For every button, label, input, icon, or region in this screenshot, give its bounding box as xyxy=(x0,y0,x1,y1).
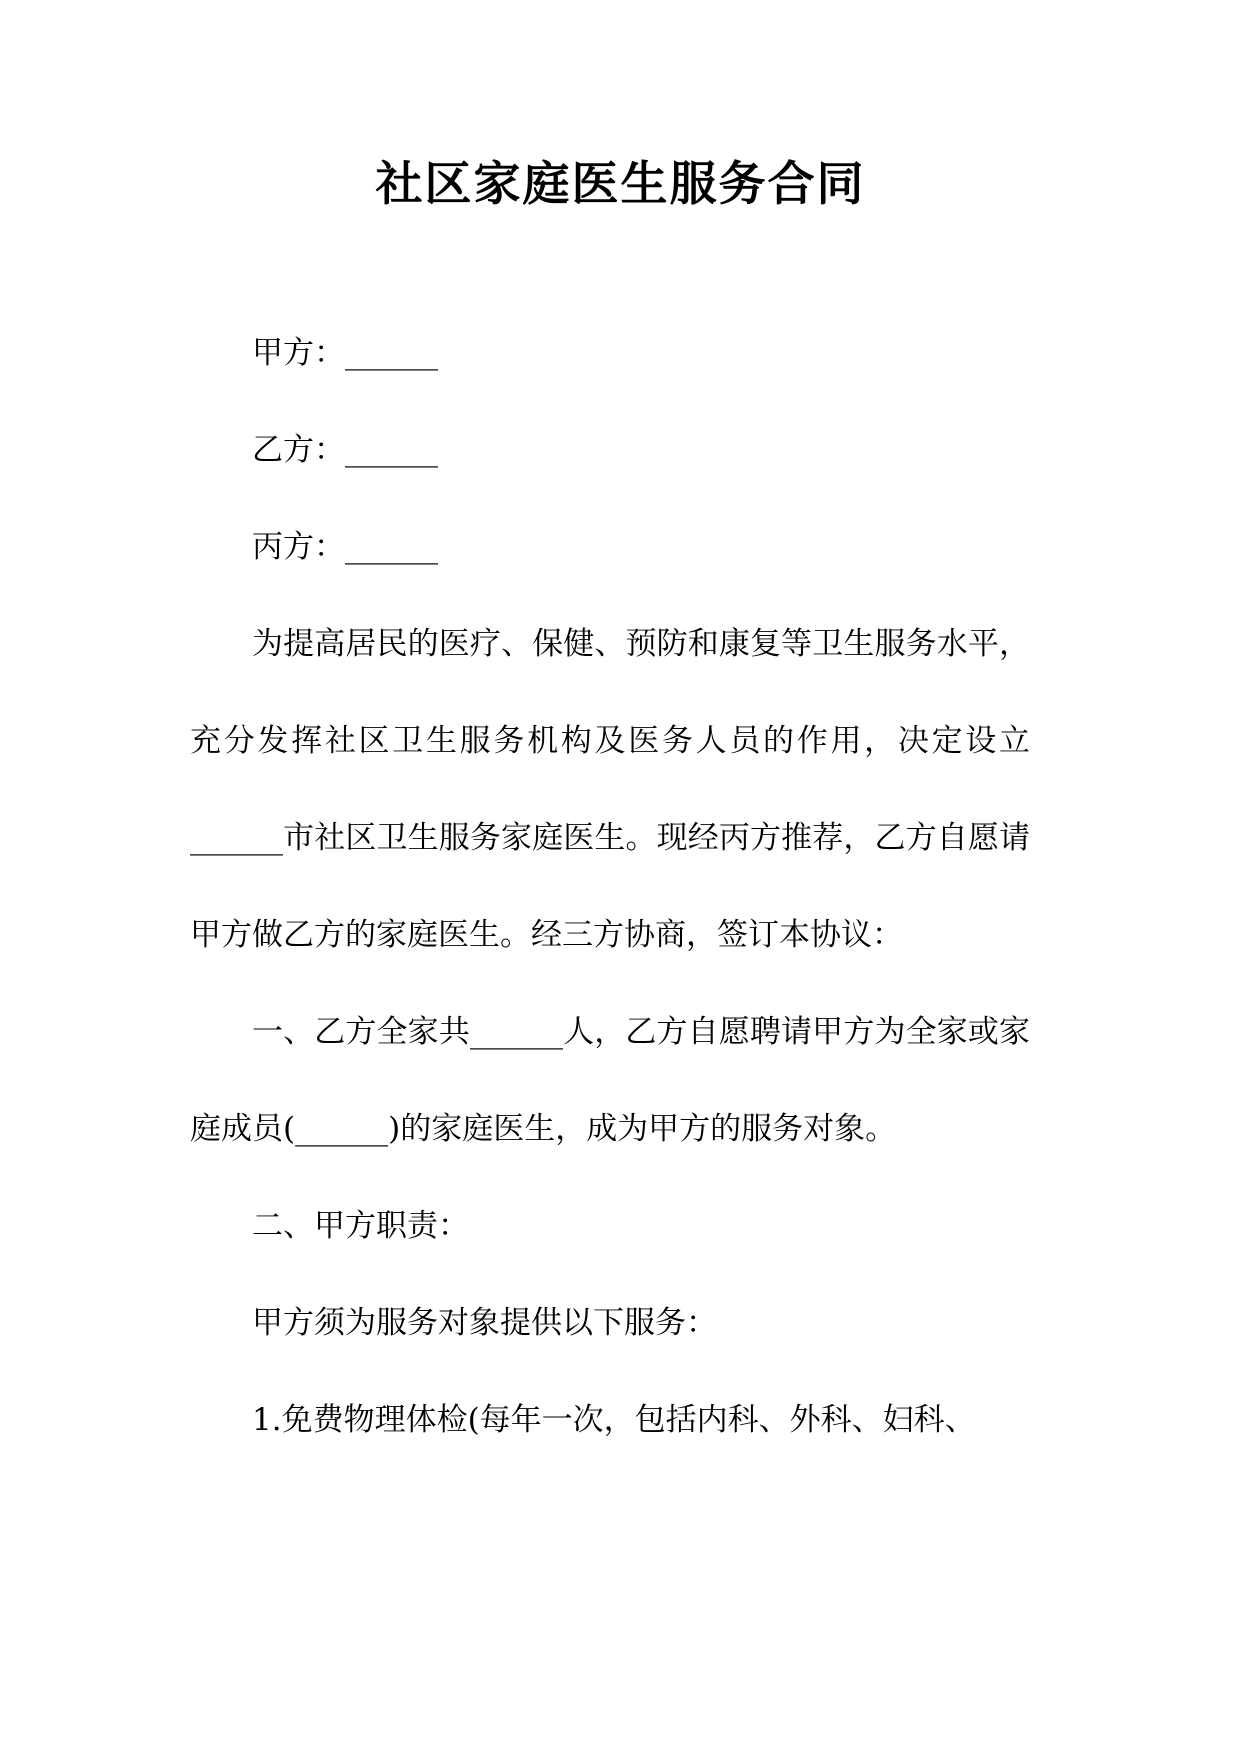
service-item-1: 1.免费物理体检(每年一次，包括内科、外科、妇科、 xyxy=(252,1402,976,1438)
clause-one-paragraph: 一、乙方全家共______人，乙方自愿聘请甲方为全家或家庭成员(______)的家庭医生，成为甲方的服务对象。 xyxy=(190,1014,1030,1147)
preamble-paragraph: 为提高居民的医疗、保健、预防和康复等卫生服务水平，充分发挥社区卫生服务机构及医务人员的作用，决定设立______市社区卫生服务家庭医生。现经丙方推荐，乙方自愿请甲方做乙方的家庭医生。经三方协商，签订本协议： xyxy=(190,626,1030,953)
clause-two-intro: 甲方须为服务对象提供以下服务： xyxy=(252,1305,717,1341)
party-b-line: 乙方：______ xyxy=(252,432,438,468)
clause-two-heading: 二、甲方职责： xyxy=(252,1208,469,1244)
document-title: 社区家庭医生服务合同 xyxy=(375,157,866,212)
party-a-line: 甲方：______ xyxy=(252,335,438,371)
party-c-line: 丙方：______ xyxy=(252,529,438,565)
document-body xyxy=(190,305,1030,1469)
